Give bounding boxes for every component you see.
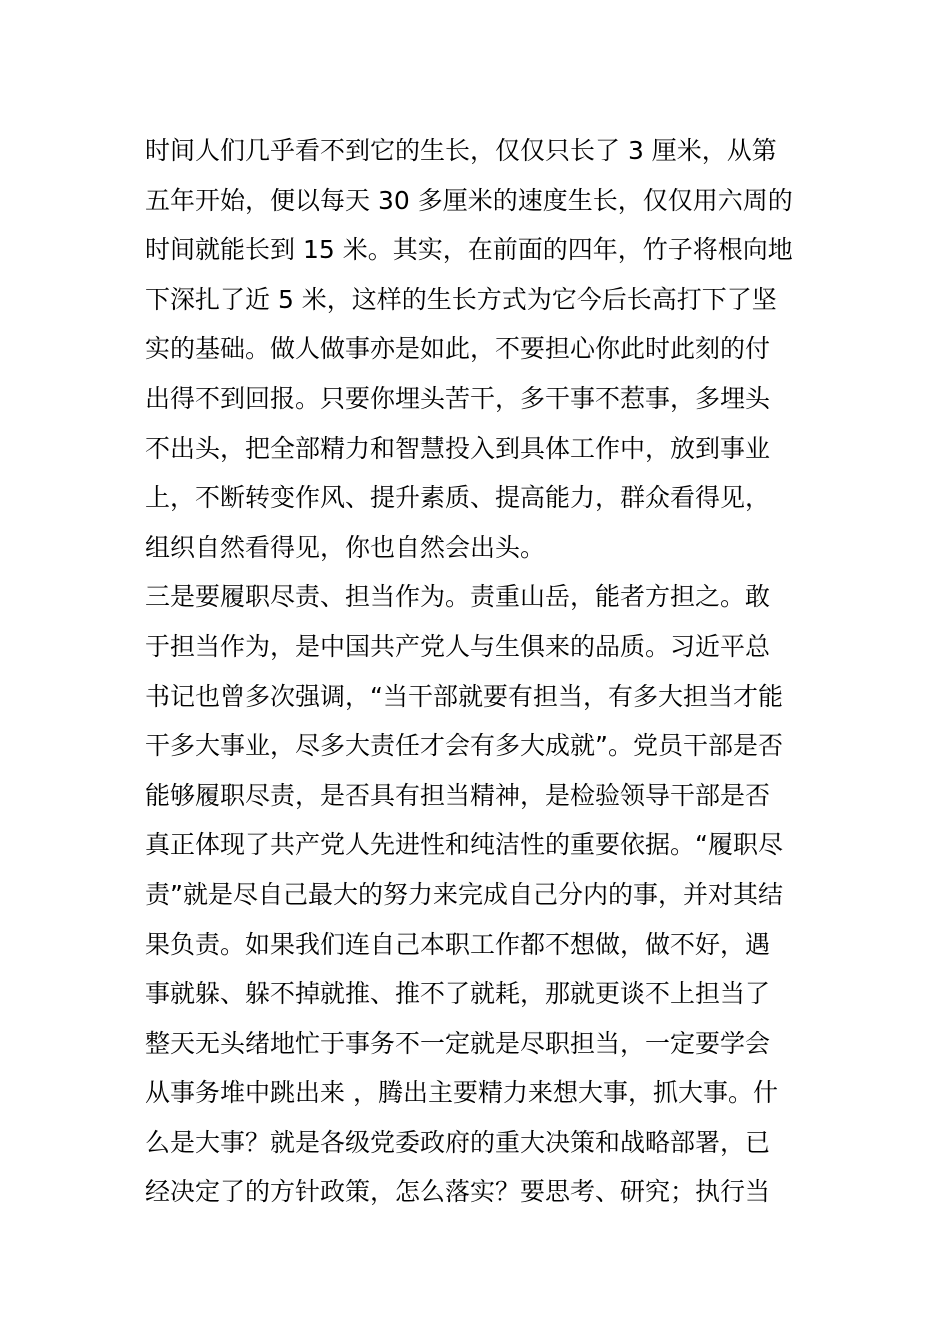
text-line: 出得不到回报。只要你埋头苦干，多干事不惹事，多埋头 [145,383,771,413]
text-line: 果负责。如果我们连自己本职工作都不想做，做不好，遇 [145,929,771,959]
text-line: 从事务堆中跳出来 ，腾出主要精力来想大事，抓大事。什 [145,1078,778,1108]
text-line: 时间人们几乎看不到它的生长，仅仅只长了 3 厘米，从第 [145,136,777,165]
text-line: 书记也曾多次强调，“当干部就要有担当，有多大担当才能 [145,681,783,711]
text-line: 下深扎了近 5 米，这样的生长方式为它今后长高打下了坚 [145,284,777,314]
text-line: 五年开始，便以每天 30 多厘米的速度生长，仅仅用六周的 [145,185,793,215]
text-line: 于担当作为，是中国共产党人与生俱来的品质。习近平总 [145,631,771,661]
text-line: 责”就是尽自己最大的努力来完成自己分内的事，并对其结 [145,879,783,909]
text-line: 时间就能长到 15 米。其实，在前面的四年，竹子将根向地 [145,235,793,265]
text-line: 不出头，把全部精力和智慧投入到具体工作中，放到事业 [145,433,771,463]
text-line: 经决定了的方针政策，怎么落实？要思考、研究；执行当 [145,1177,771,1207]
text-line: 整天无头绪地忙于事务不一定就是尽职担当，一定要学会 [145,1028,771,1058]
text-line: 事就躲、躲不掉就推、推不了就耗，那就更谈不上担当了 [145,979,771,1009]
text-line: 上，不断转变作风、提升素质、提高能力，群众看得见， [145,483,771,513]
text-line: 能够履职尽责，是否具有担当精神，是检验领导干部是否 [145,780,771,810]
text-line: 真正体现了共产党人先进性和纯洁性的重要依据。“履职尽 [145,830,783,860]
body-text [145,126,815,1217]
text-line: 么是大事？就是各级党委政府的重大决策和战略部署，已 [145,1127,771,1157]
text-line: 组织自然看得见，你也自然会出头。 [145,532,546,562]
text-line: 实的基础。做人做事亦是如此，不要担心你此时此刻的付 [145,334,771,364]
text-line: 三是要履职尽责、担当作为。责重山岳，能者方担之。敢 [145,582,771,612]
text-line: 干多大事业，尽多大责任才会有多大成就”。党员干部是否 [145,731,783,761]
